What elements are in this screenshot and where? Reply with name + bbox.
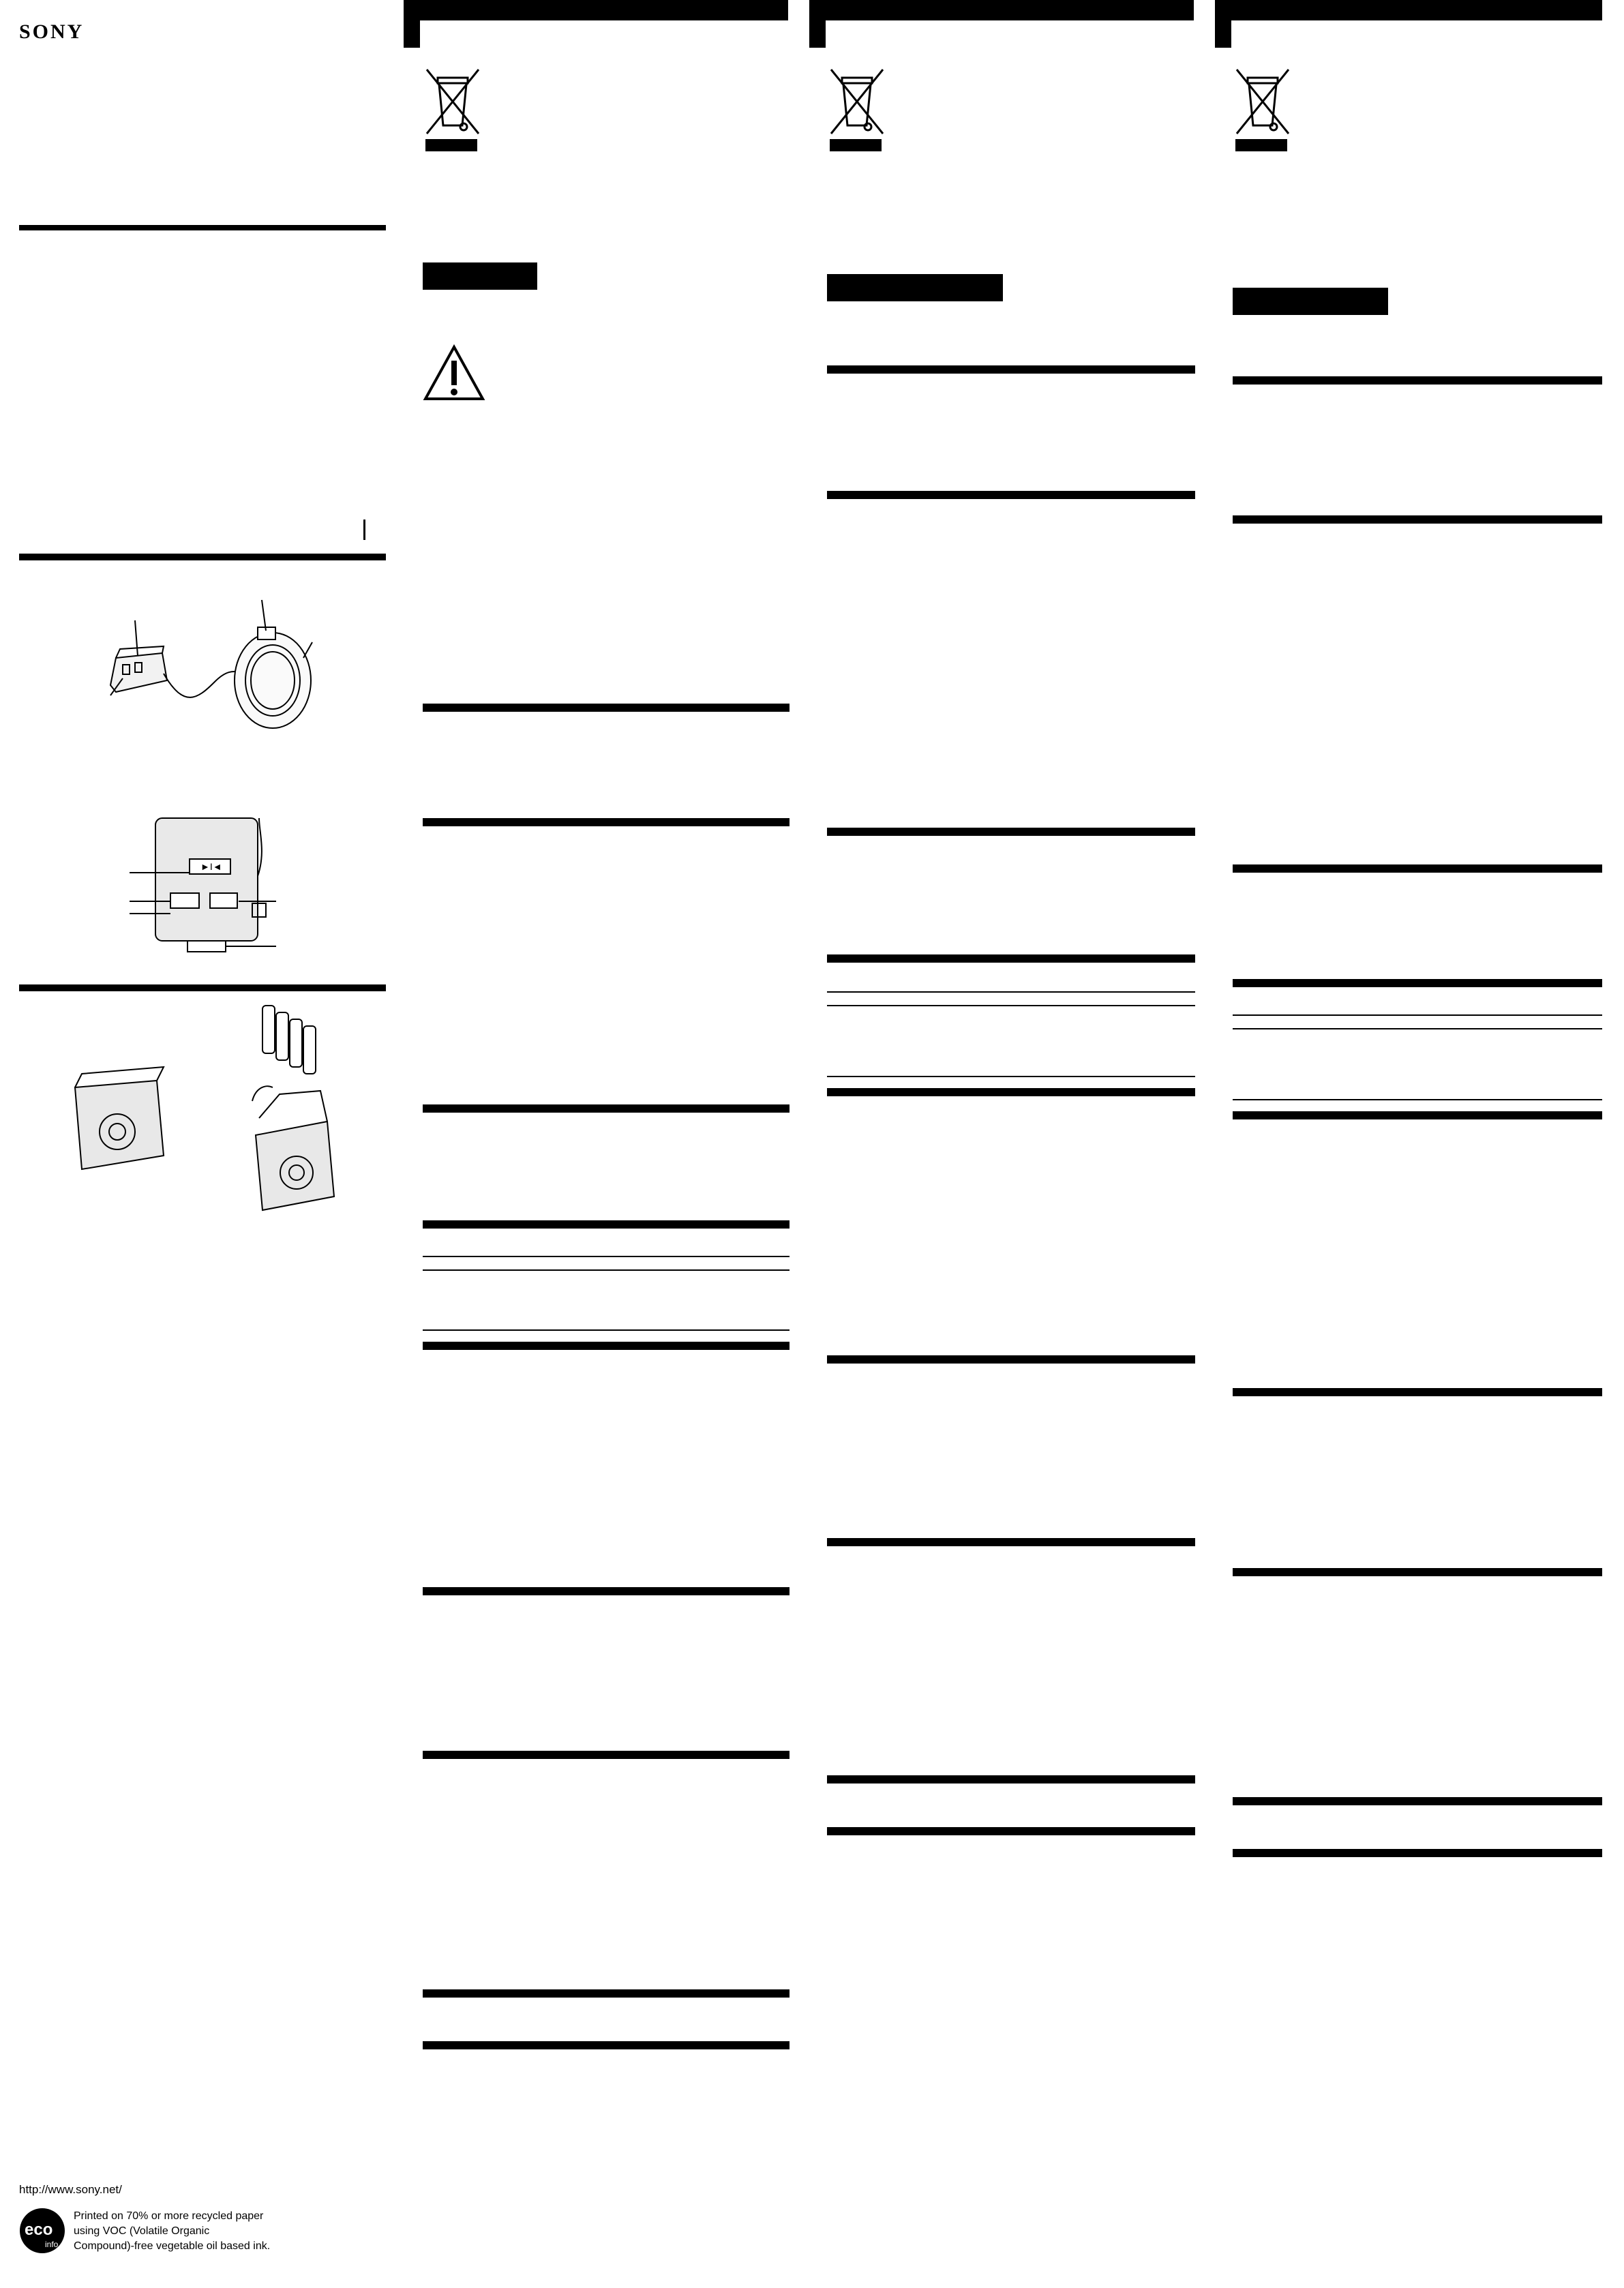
section-rule <box>1233 1849 1602 1857</box>
table-rule <box>827 1076 1195 1077</box>
language-tab <box>404 0 420 48</box>
section-rule <box>19 984 386 991</box>
table-rule <box>423 1329 790 1331</box>
section-rule <box>1233 864 1602 873</box>
section-rule <box>827 1538 1195 1546</box>
section-rule <box>1233 515 1602 524</box>
section-rule <box>827 491 1195 499</box>
margin-mark <box>363 520 365 540</box>
language-tab <box>1215 0 1231 48</box>
section-rule <box>1233 1797 1602 1805</box>
eco-line: using VOC (Volatile Organic <box>74 2225 210 2237</box>
battery-insertion-illustration <box>61 999 375 1217</box>
section-rule <box>1233 376 1602 385</box>
section-rule <box>423 1342 790 1350</box>
section-rule <box>19 225 386 230</box>
section-rule <box>19 554 386 560</box>
control-panel-illustration <box>130 811 286 961</box>
crossed-out-wheelie-bin-icon <box>827 65 887 161</box>
table-rule <box>423 1269 790 1271</box>
section-heading-box <box>423 262 537 290</box>
section-rule <box>827 1775 1195 1783</box>
section-rule <box>423 704 790 712</box>
section-heading-box <box>1233 288 1388 315</box>
svg-text:info: info <box>45 2240 59 2249</box>
section-rule <box>423 2041 790 2049</box>
section-rule <box>423 1989 790 1998</box>
warning-triangle-icon <box>423 344 485 402</box>
section-rule <box>1233 1388 1602 1396</box>
svg-text:eco: eco <box>25 2221 53 2239</box>
svg-text:►I◄: ►I◄ <box>200 861 222 872</box>
product-illustration <box>95 593 314 757</box>
table-rule <box>1233 1028 1602 1029</box>
section-rule <box>827 365 1195 374</box>
section-rule <box>827 954 1195 963</box>
language-tab <box>809 0 826 48</box>
section-rule <box>423 1751 790 1759</box>
table-rule <box>827 991 1195 993</box>
section-rule <box>827 828 1195 836</box>
header-bar <box>420 0 788 20</box>
section-rule <box>423 1104 790 1113</box>
eco-line: Printed on 70% or more recycled paper <box>74 2210 264 2222</box>
section-rule <box>423 1587 790 1595</box>
website-url[interactable]: http://www.sony.net/ <box>19 2183 122 2196</box>
section-rule <box>827 1355 1195 1364</box>
sony-logo: SONY <box>19 20 85 43</box>
crossed-out-wheelie-bin-icon <box>423 65 483 161</box>
section-rule <box>1233 1568 1602 1576</box>
eco-statement <box>74 2209 270 2254</box>
table-rule <box>423 1256 790 1257</box>
section-heading-box <box>827 274 1003 301</box>
section-rule <box>423 1220 790 1229</box>
section-rule <box>827 1088 1195 1096</box>
eco-info-icon <box>19 2206 68 2255</box>
section-rule <box>423 818 790 826</box>
crossed-out-wheelie-bin-icon <box>1233 65 1293 161</box>
table-rule <box>1233 1014 1602 1016</box>
eco-line: Compound)-free vegetable oil based ink. <box>74 2240 271 2252</box>
section-rule <box>1233 979 1602 987</box>
section-rule <box>827 1827 1195 1835</box>
section-rule <box>1233 1111 1602 1119</box>
table-rule <box>1233 1099 1602 1100</box>
table-rule <box>827 1005 1195 1006</box>
header-bar <box>826 0 1194 20</box>
header-bar <box>1231 0 1602 20</box>
